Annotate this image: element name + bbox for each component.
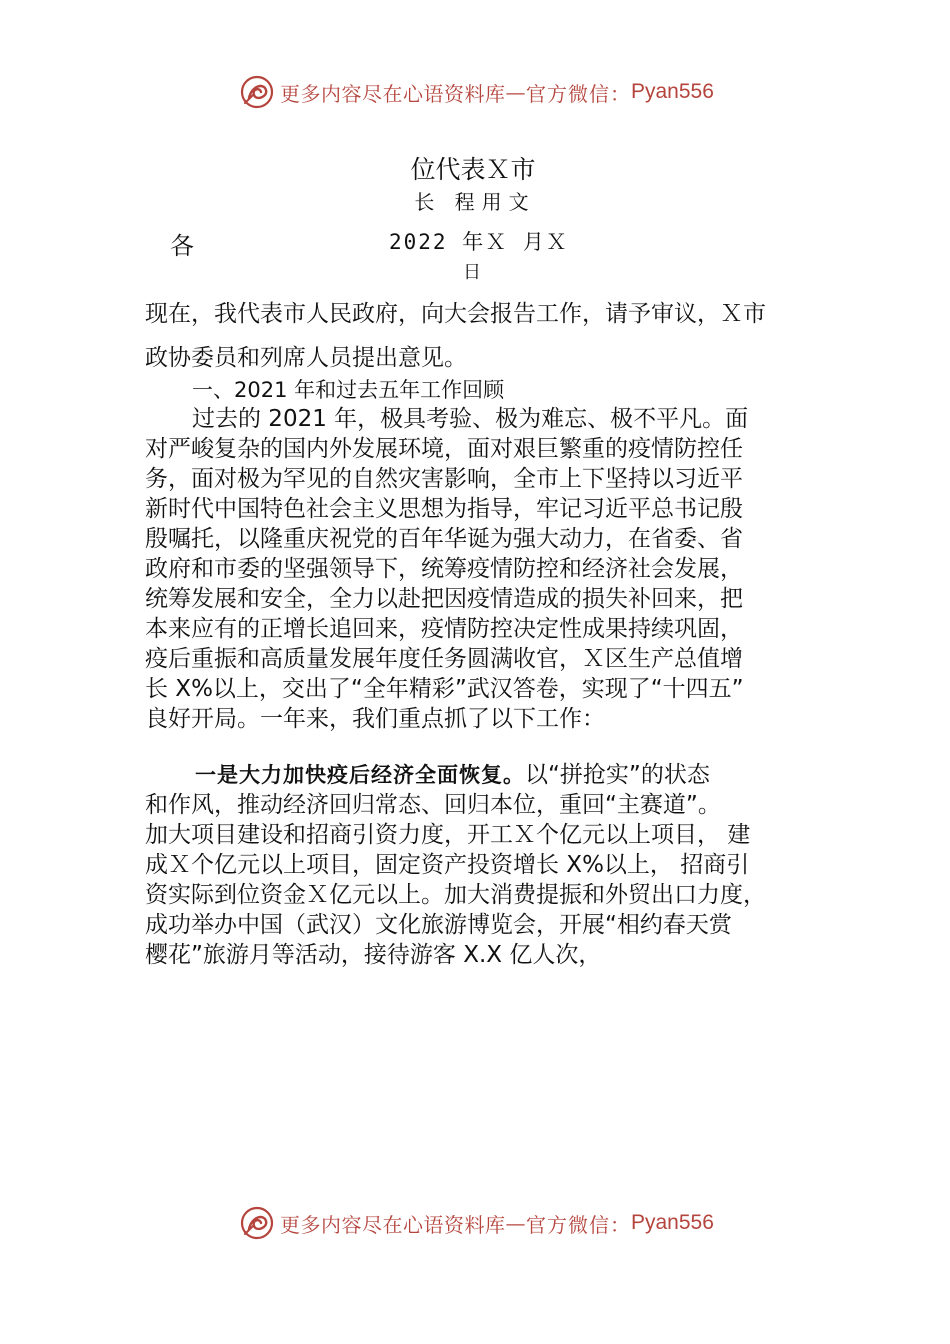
paragraph-line: 对严峻复杂的国内外发展环境，面对艰巨繁重的疫情防控任 — [145, 436, 743, 462]
intro-line: 政协委员和列席人员提出意见。 — [145, 345, 467, 371]
banner-dash: — — [505, 1211, 526, 1235]
paragraph-line: 过去的 2021 年，极具考验、极为难忘、极不平凡。面 — [192, 406, 749, 432]
second-paragraph — [145, 760, 835, 970]
banner-wechat-id: Pyan556 — [631, 1211, 714, 1234]
paragraph-line: 殷嘱托，以隆重庆祝党的百年华诞为强大动力，在省委、省 — [145, 526, 743, 552]
banner-slogan: 更多内容尽在心语资料库 — [280, 81, 506, 106]
paragraph-line: 成功举办中国（武汉）文化旅游博览会，开展“相约春天赏 — [145, 912, 732, 938]
swirl-logo-icon — [240, 75, 274, 109]
paragraph-line: 和作风，推动经济回归常态、回归本位，重回“主赛道”。 — [145, 792, 721, 818]
paragraph-line: 樱花”旅游月等活动，接待游客 X.X 亿人次， — [145, 942, 602, 968]
section-heading: 一、2021 年和过去五年工作回顾 — [192, 378, 505, 402]
header-banner — [240, 73, 714, 111]
main-paragraph — [145, 404, 835, 734]
paragraph-line: 长 X%以上，交出了“全年精彩”武汉答卷，实现了“十四五” — [145, 676, 744, 702]
swirl-logo-icon — [240, 1206, 274, 1240]
paragraph-line: 加大项目建设和招商引资力度，开工Ｘ个亿元以上项目， 建 — [145, 822, 751, 848]
date-line: 2022 年Ｘ 月Ｘ — [389, 230, 569, 254]
paragraph-line: 资实际到位资金Ｘ亿元以上。加大消费提振和外贸出口力度， — [145, 882, 766, 908]
document-title: 位代表Ｘ市 — [410, 155, 536, 184]
paragraph-line: 一是大力加快疫后经济全面恢复。以“拼抢实”的状态 — [195, 762, 710, 788]
banner-dash: — — [505, 80, 526, 104]
document-subtitle: 长 程用文 — [414, 190, 536, 214]
banner-wechat-id: Pyan556 — [631, 80, 714, 103]
banner-wechat-label: 官方微信： — [526, 1212, 631, 1237]
paragraph-line: 疫后重振和高质量发展年度任务圆满收官，Ｘ区生产总值增 — [145, 646, 743, 672]
footer-banner — [240, 1204, 714, 1242]
paragraph-line: 统筹发展和安全，全力以赴把因疫情造成的损失补回来，把 — [145, 586, 743, 612]
paragraph-line: 新时代中国特色社会主义思想为指导，牢记习近平总书记殷 — [145, 496, 743, 522]
banner-wechat-label: 官方微信： — [526, 81, 631, 106]
paragraph-line: 务，面对极为罕见的自然灾害影响，全市上下坚持以习近平 — [145, 466, 743, 492]
paragraph-lead: 一是大力加快疫后经济全面恢复。 — [195, 762, 525, 787]
paragraph-line: 本来应有的正增长追回来，疫情防控决定性成果持续巩固， — [145, 616, 743, 642]
date-day: 日 — [463, 262, 481, 283]
paragraph-line: 政府和市委的坚强领导下，统筹疫情防控和经济社会发展， — [145, 556, 743, 582]
intro-paragraph — [145, 292, 835, 380]
paragraph-line: 良好开局。一年来，我们重点抓了以下工作： — [145, 706, 605, 732]
salutation: 各 — [170, 232, 194, 260]
intro-line: 现在，我代表市人民政府，向大会报告工作，请予审议，Ｘ市 — [145, 301, 766, 327]
paragraph-line: 成Ｘ个亿元以上项目，固定资产投资增长 X%以上， 招商引 — [145, 852, 750, 878]
banner-slogan: 更多内容尽在心语资料库 — [280, 1212, 506, 1237]
